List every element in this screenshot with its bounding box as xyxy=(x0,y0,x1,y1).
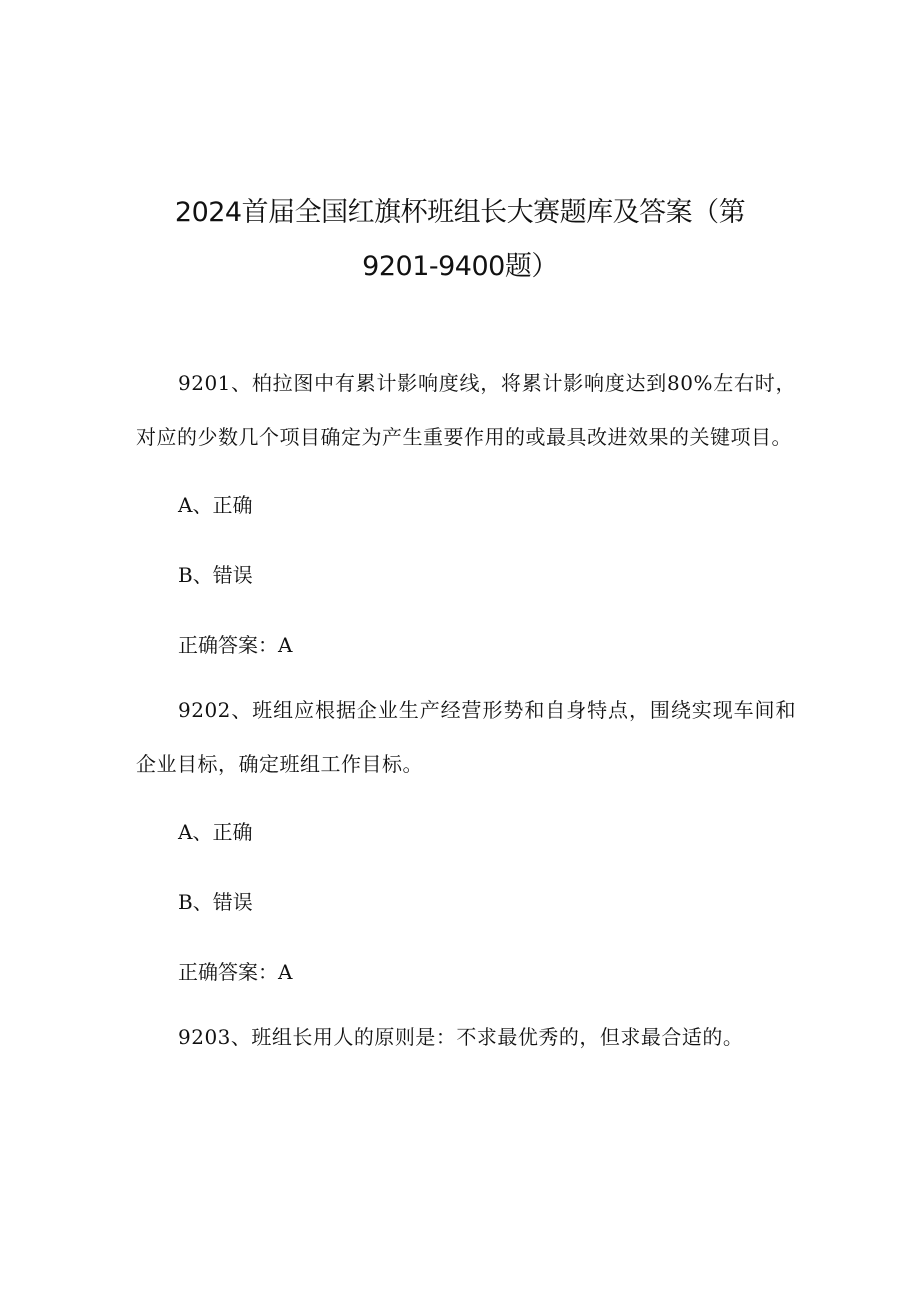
option-b: B、错误 xyxy=(178,563,253,587)
correct-answer: 正确答案：A xyxy=(178,960,293,984)
question-list xyxy=(136,370,796,1064)
title-line-1: 2024首届全国红旗杯班组长大赛题库及答案（第 xyxy=(174,197,746,228)
question-item-9203 xyxy=(136,1010,796,1064)
title-line-2: 9201-9400题） xyxy=(362,251,558,282)
document-title xyxy=(0,186,920,294)
question-text: 9201、柏拉图中有累计影响度线，将累计影响度达到80%左右时，对应的少数几个项目确定为产生重要作用的或最具改进效果的关键项目。 xyxy=(136,371,796,449)
option-a: A、正确 xyxy=(178,820,253,844)
question-text: 9202、班组应根据企业生产经营形势和自身特点，围绕实现车间和企业目标，确定班组工作目标。 xyxy=(136,698,796,776)
question-text: 9203、班组长用人的原则是：不求最优秀的，但求最合适的。 xyxy=(178,1025,744,1049)
question-item-9202 xyxy=(136,683,796,1007)
question-item-9201 xyxy=(136,356,796,680)
correct-answer: 正确答案：A xyxy=(178,633,293,657)
option-a: A、正确 xyxy=(178,493,253,517)
option-b: B、错误 xyxy=(178,890,253,914)
